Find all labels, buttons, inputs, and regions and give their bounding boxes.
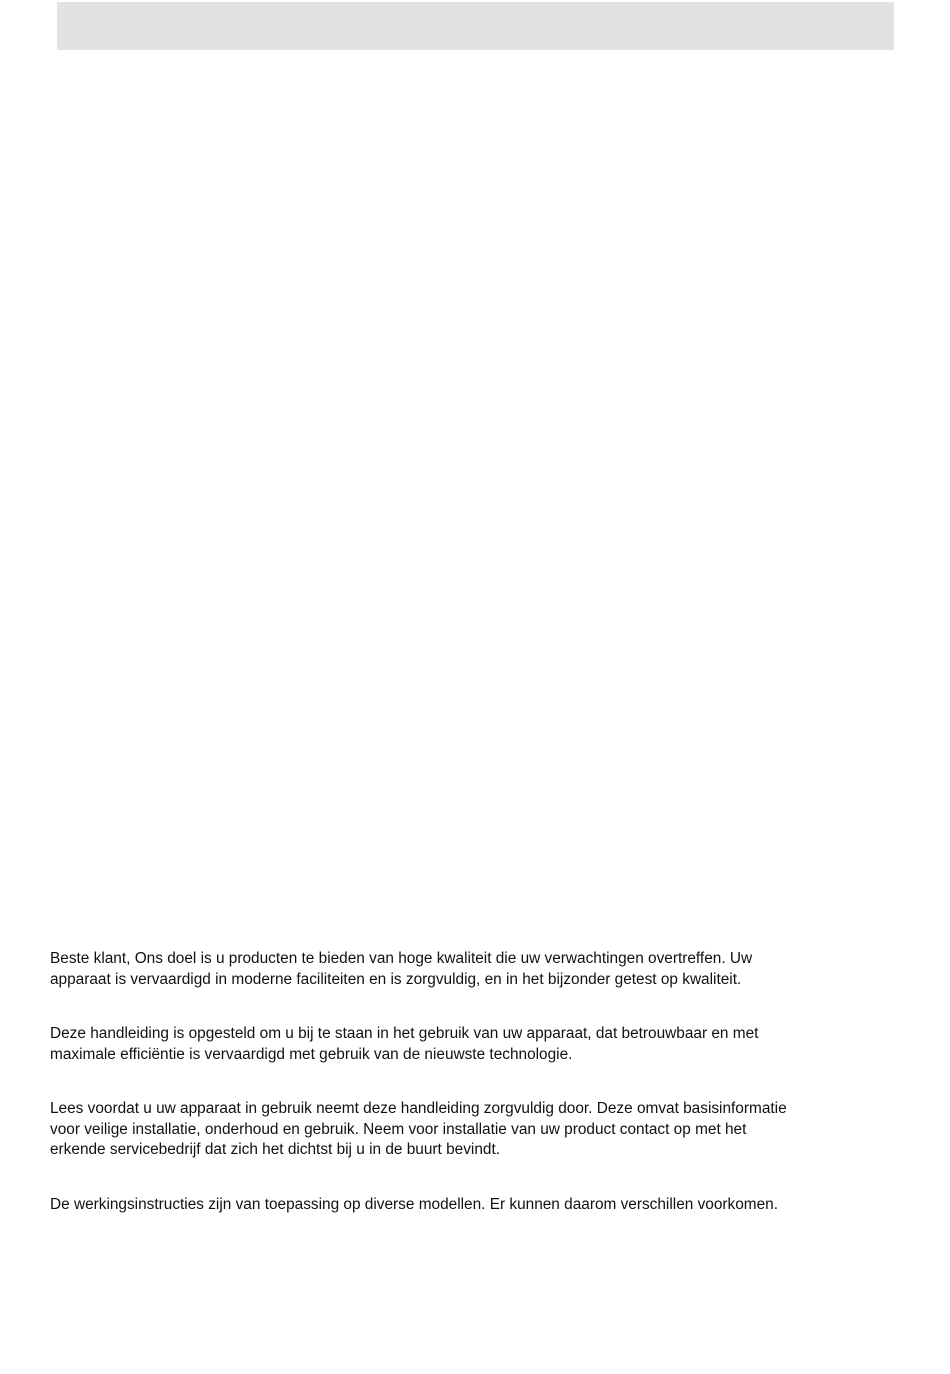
intro-text (50, 949, 880, 1215)
intro-paragraph-3-line-3: erkende servicebedrijf dat zich het dichtst bij u in de buurt bevindt. (50, 1141, 501, 1158)
intro-paragraph-3 (50, 1099, 880, 1161)
intro-paragraph-1-line-1: Beste klant, Ons doel is u producten te bieden van hoge kwaliteit die uw verwachtingen overtreffen. Uw (50, 950, 753, 967)
intro-paragraph-1-line-2: apparaat is vervaardigd in moderne faciliteiten en is zorgvuldig, en in het bijzonder getest op kwaliteit. (50, 970, 742, 988)
intro-paragraph-2 (50, 1024, 880, 1065)
header-bar (57, 2, 894, 50)
intro-paragraph-2-line-2: maximale efficiëntie is vervaardigd met gebruik van de nieuwste technologie. (50, 1045, 573, 1063)
intro-paragraph-2-line-1: Deze handleiding is opgesteld om u bij te staan in het gebruik van uw apparaat, dat betrouwbaar en met (50, 1025, 759, 1042)
intro-paragraph-3-line-2: voor veilige installatie, onderhoud en gebruik. Neem voor installatie van uw product contact op met het (50, 1120, 747, 1138)
intro-paragraph-3-line-1: Lees voordat u uw apparaat in gebruik neemt deze handleiding zorgvuldig door. Deze omvat basisinformatie (50, 1100, 787, 1117)
intro-paragraph-4 (50, 1195, 880, 1216)
intro-paragraph-4-line-1: De werkingsinstructies zijn van toepassing op diverse modellen. Er kunnen daarom verschillen voorkomen. (50, 1195, 778, 1213)
intro-paragraph-1 (50, 949, 880, 990)
